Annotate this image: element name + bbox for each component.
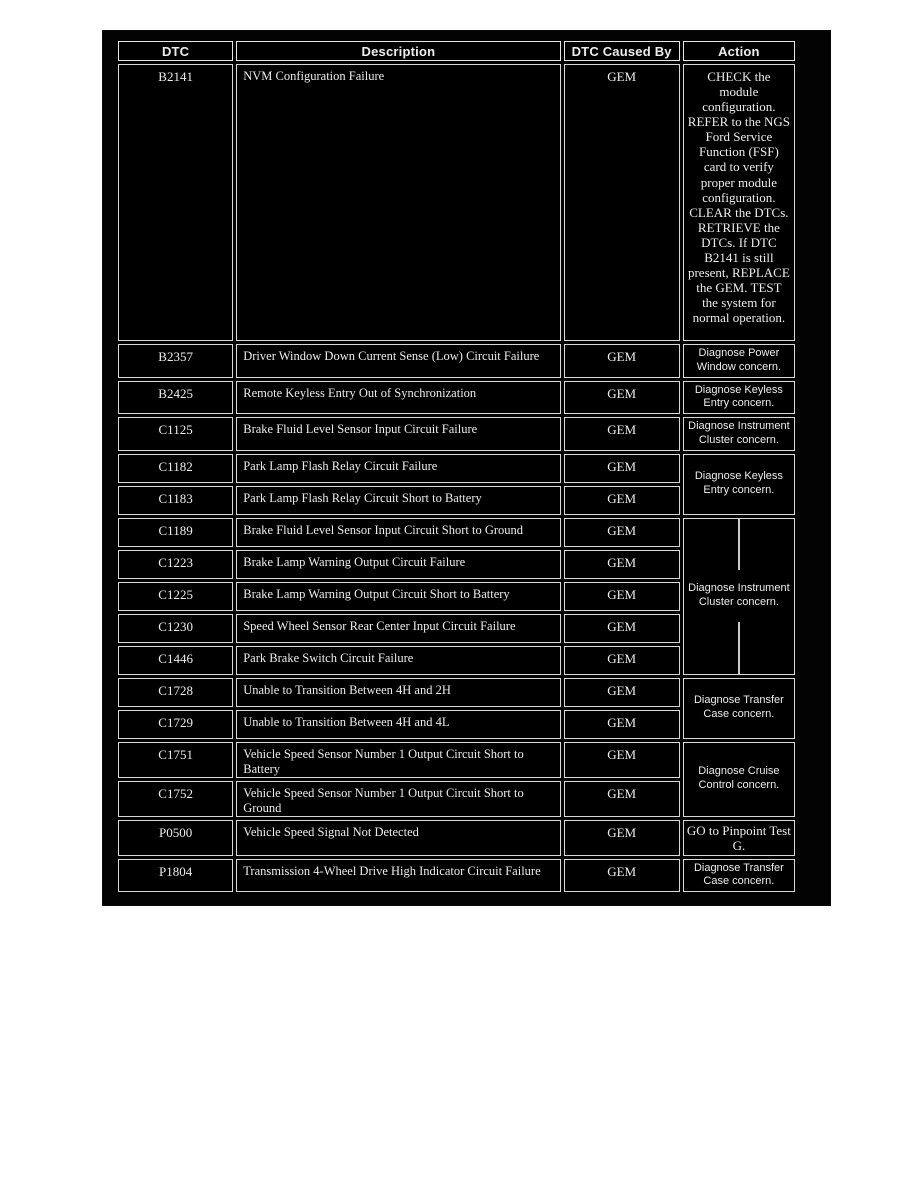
dtc-code-cell: B2425: [118, 381, 233, 415]
description-cell: NVM Configuration Failure: [236, 64, 560, 341]
table-header-row: [118, 41, 795, 61]
action-cell: [683, 417, 795, 451]
dtc-code-cell: C1728: [118, 678, 233, 707]
description-cell: Park Lamp Flash Relay Circuit Short to Battery: [236, 486, 560, 515]
dtc-code-cell: P0500: [118, 820, 233, 856]
dtc-caused-by-cell: GEM: [564, 646, 680, 675]
table-row: [118, 678, 795, 707]
dtc-caused-by-cell: GEM: [564, 486, 680, 515]
dtc-caused-by-cell: GEM: [564, 614, 680, 643]
dtc-caused-by-cell: GEM: [564, 742, 680, 778]
action-text: Diagnose Instrument Cluster concern.: [688, 420, 790, 446]
description-cell: Vehicle Speed Signal Not Detected: [236, 820, 560, 856]
dtc-code-cell: C1189: [118, 518, 233, 547]
action-cell: [683, 742, 795, 817]
column-header-caused-by: DTC Caused By: [564, 41, 680, 61]
dtc-caused-by-cell: GEM: [564, 344, 680, 378]
action-cell: [683, 518, 795, 675]
dtc-code-cell: C1182: [118, 454, 233, 483]
dtc-code-cell: C1752: [118, 781, 233, 817]
column-header-action: Action: [683, 41, 795, 61]
dtc-code-cell: C1729: [118, 710, 233, 739]
description-cell: Brake Lamp Warning Output Circuit Short to Battery: [236, 582, 560, 611]
scan-artifact-line: [738, 622, 740, 674]
scanned-table-region: [103, 31, 830, 905]
table-row: [118, 859, 795, 893]
dtc-caused-by-cell: GEM: [564, 781, 680, 817]
description-cell: Driver Window Down Current Sense (Low) Circuit Failure: [236, 344, 560, 378]
action-text: Diagnose Cruise Control concern.: [698, 765, 780, 791]
dtc-code-cell: C1125: [118, 417, 233, 451]
table-row: [118, 344, 795, 378]
table-row: [118, 454, 795, 483]
action-cell: [683, 344, 795, 378]
action-text: CHECK the module configuration. REFER to the NGS Ford Service Function (FSF) card to verify proper module configuration. CLEAR the DTCs. RETRIEVE the DTCs. If DTC B2141 is still present, REPLACE the GEM. TEST the system for normal operation.: [687, 69, 790, 326]
action-cell: [683, 381, 795, 415]
dtc-caused-by-cell: GEM: [564, 820, 680, 856]
description-cell: Brake Lamp Warning Output Circuit Failure: [236, 550, 560, 579]
dtc-caused-by-cell: GEM: [564, 582, 680, 611]
action-text: Diagnose Keyless Entry concern.: [694, 383, 783, 410]
action-text: Diagnose Transfer Case concern.: [693, 694, 784, 720]
description-cell: Vehicle Speed Sensor Number 1 Output Circuit Short to Ground: [236, 781, 560, 817]
dtc-caused-by-cell: GEM: [564, 859, 680, 893]
table-row: [118, 518, 795, 547]
dtc-caused-by-cell: GEM: [564, 417, 680, 451]
dtc-caused-by-cell: GEM: [564, 550, 680, 579]
dtc-caused-by-cell: GEM: [564, 64, 680, 341]
description-cell: Park Lamp Flash Relay Circuit Failure: [236, 454, 560, 483]
column-header-description: Description: [236, 41, 560, 61]
dtc-caused-by-cell: GEM: [564, 710, 680, 739]
dtc-code-cell: C1183: [118, 486, 233, 515]
table-row: [118, 64, 795, 341]
action-cell: [683, 678, 795, 739]
action-text: Diagnose Instrument Cluster concern.: [688, 582, 790, 608]
dtc-code-cell: C1225: [118, 582, 233, 611]
dtc-code-cell: C1223: [118, 550, 233, 579]
action-text: Diagnose Keyless Entry concern.: [694, 470, 783, 496]
dtc-caused-by-cell: GEM: [564, 454, 680, 483]
dtc-caused-by-cell: GEM: [564, 381, 680, 415]
description-cell: Unable to Transition Between 4H and 2H: [236, 678, 560, 707]
action-text: GO to Pinpoint Test G.: [686, 822, 791, 853]
table-row: [118, 820, 795, 856]
dtc-code-cell: C1446: [118, 646, 233, 675]
table-row: [118, 742, 795, 778]
description-cell: Park Brake Switch Circuit Failure: [236, 646, 560, 675]
dtc-code-cell: C1751: [118, 742, 233, 778]
table-row: [118, 381, 795, 415]
scan-artifact-line: [738, 519, 740, 571]
description-cell: Unable to Transition Between 4H and 4L: [236, 710, 560, 739]
dtc-caused-by-cell: GEM: [564, 678, 680, 707]
action-cell: [683, 859, 795, 893]
dtc-code-cell: B2357: [118, 344, 233, 378]
action-text: Diagnose Transfer Case concern.: [693, 861, 784, 888]
dtc-code-cell: P1804: [118, 859, 233, 893]
action-cell: [683, 64, 795, 341]
column-header-dtc: DTC: [118, 41, 233, 61]
dtc-code-cell: C1230: [118, 614, 233, 643]
dtc-caused-by-cell: GEM: [564, 518, 680, 547]
action-cell: [683, 454, 795, 515]
table-row: [118, 417, 795, 451]
description-cell: Brake Fluid Level Sensor Input Circuit Failure: [236, 417, 560, 451]
description-cell: Remote Keyless Entry Out of Synchronization: [236, 381, 560, 415]
action-text: Diagnose Power Window concern.: [696, 347, 782, 373]
action-cell: [683, 820, 795, 856]
dtc-code-cell: B2141: [118, 64, 233, 341]
description-cell: Brake Fluid Level Sensor Input Circuit Short to Ground: [236, 518, 560, 547]
description-cell: Vehicle Speed Sensor Number 1 Output Circuit Short to Battery: [236, 742, 560, 778]
description-cell: Speed Wheel Sensor Rear Center Input Circuit Failure: [236, 614, 560, 643]
dtc-table: [115, 38, 798, 895]
description-cell: Transmission 4-Wheel Drive High Indicator Circuit Failure: [236, 859, 560, 893]
